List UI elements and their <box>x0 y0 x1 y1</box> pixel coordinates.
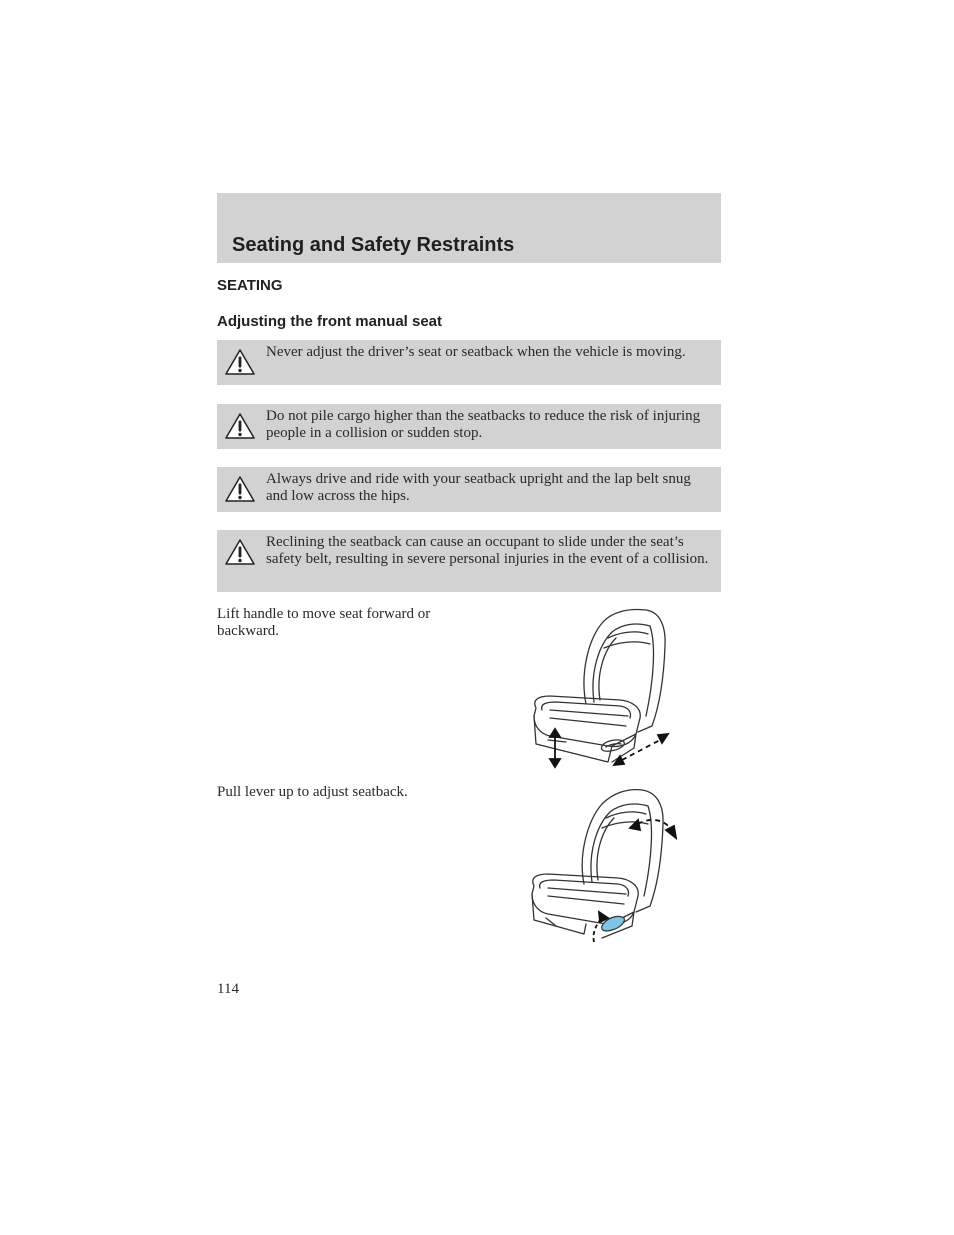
warning-box <box>217 467 721 512</box>
warning-text: Always drive and ride with your seatback upright and the lap belt snug and low across the hips. <box>266 471 691 504</box>
section-heading: SEATING <box>217 277 283 294</box>
warning-text: Never adjust the driver’s seat or seatback when the vehicle is moving. <box>266 344 686 360</box>
warning-box <box>217 404 721 449</box>
warning-box <box>217 530 721 592</box>
warning-text: Reclining the seatback can cause an occupant to slide under the seat’s safety belt, resulting in severe personal injuries in the event of a collision. <box>266 534 709 567</box>
instruction-text: Lift handle to move seat forward or backward. <box>217 606 431 639</box>
seatback-recline-illustration <box>526 784 682 948</box>
warning-triangle-icon <box>224 538 256 566</box>
section-header-band <box>217 193 721 263</box>
page-title: Seating and Safety Restraints <box>232 234 515 256</box>
page-number: 114 <box>217 981 239 997</box>
warning-triangle-icon <box>224 475 256 503</box>
warning-text: Do not pile cargo higher than the seatbacks to reduce the risk of injuring people in a collision or sudden stop. <box>266 408 701 441</box>
warning-triangle-icon <box>224 348 256 376</box>
warning-box <box>217 340 721 385</box>
warning-triangle-icon <box>224 412 256 440</box>
sub-heading: Adjusting the front manual seat <box>217 313 443 330</box>
seat-fore-aft-illustration <box>528 604 676 770</box>
instruction-text: Pull lever up to adjust seatback. <box>217 784 408 800</box>
